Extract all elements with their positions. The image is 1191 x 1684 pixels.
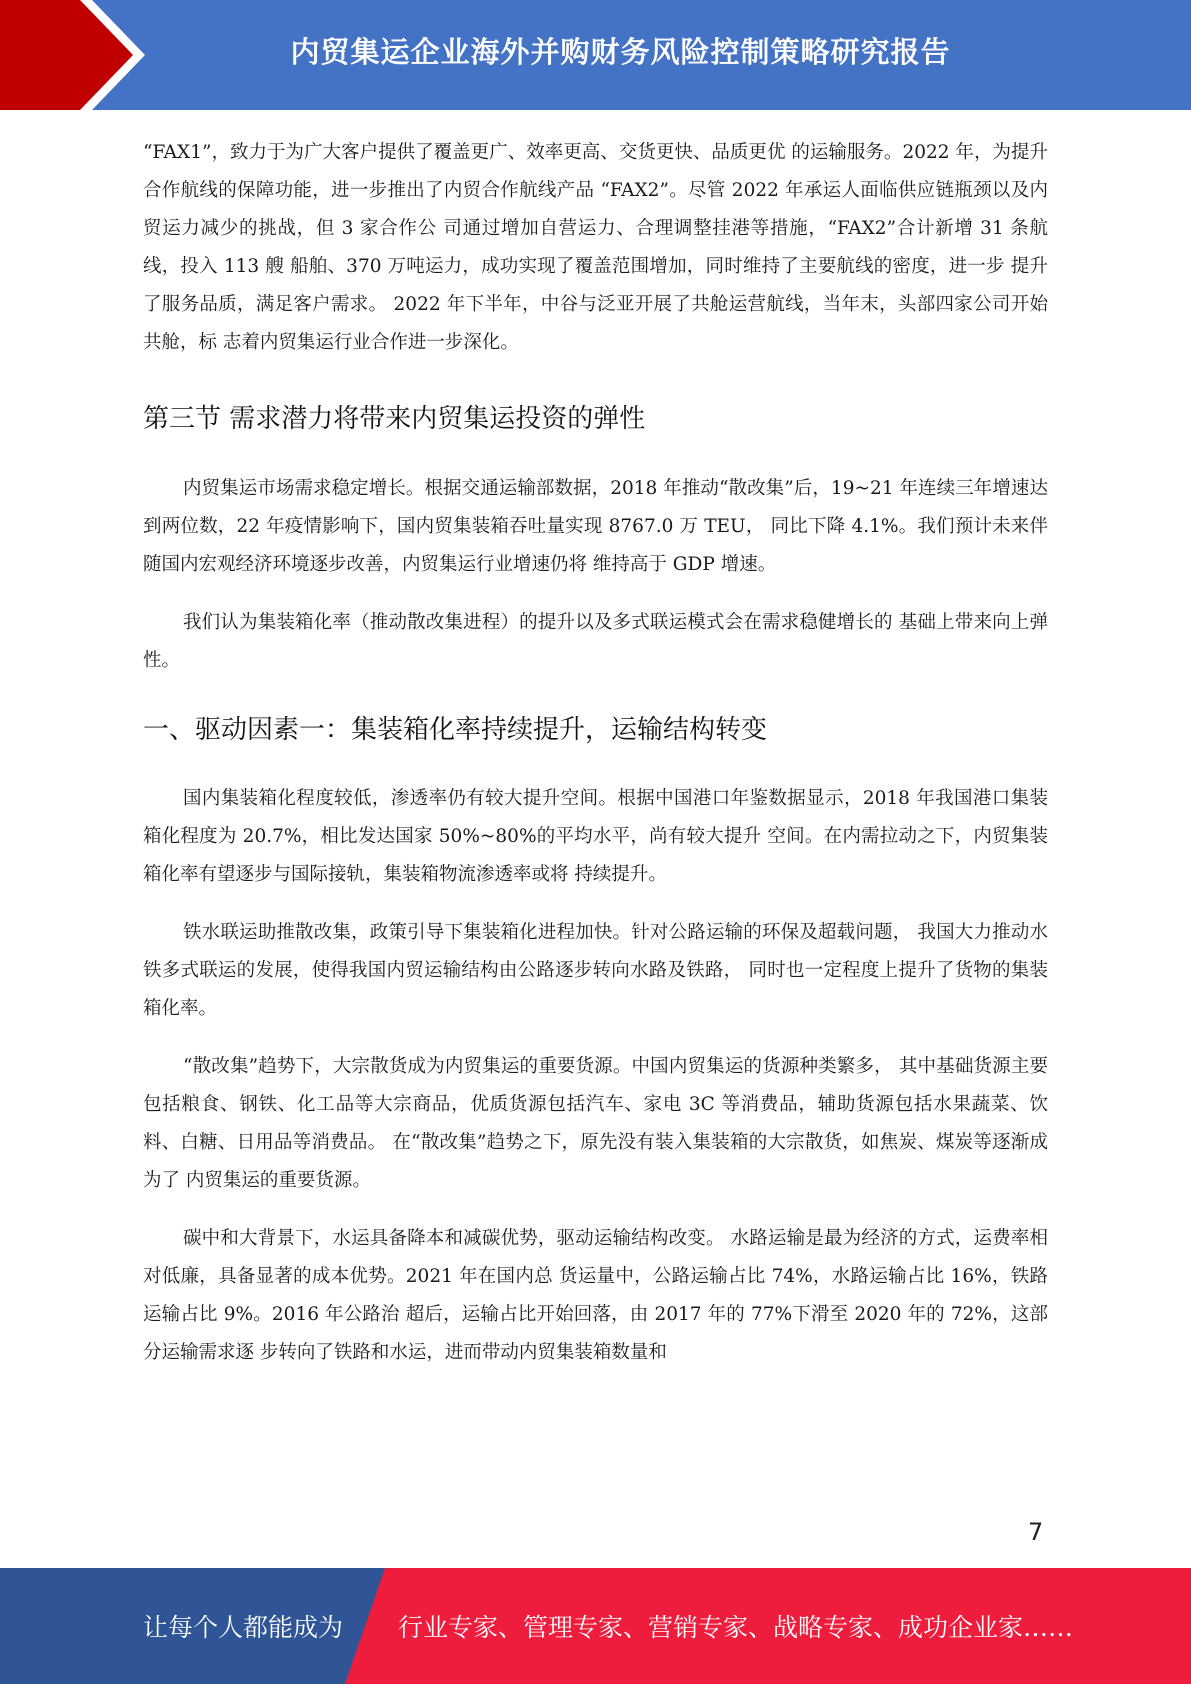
paragraph-fax-routes: “FAX1”，致力于为广大客户提供了覆盖更广、效率更高、交货更快、品质更优 的运输服务。2022 年，为提升合作航线的保障功能，进一步推出了内贸合作航线产品 “FAX2”。尽管 2022 年承运人面临供应链瓶颈以及内贸运力减少的挑战，但 3 家合作公 司通过增加自营运力、合理调整挂港等措施，“FAX2”合计新增 31 条航线，投入 113 艘 船舶、370 万吨运力，成功实现了覆盖范围增加，同时维持了主要航线的密度，进一步 提升了服务品质，满足客户需求。 2022 年下半年，中谷与泛亚开展了共舱运营航线，当年末，头部四家公司开始共舱，标 志着内贸集运行业合作进一步深化。 — [143, 142, 1048, 353]
subsection-heading: 一、驱动因素一：集装箱化率持续提升，运输结构转变 — [143, 715, 768, 745]
paragraph-containerization: 国内集装箱化程度较低，渗透率仍有较大提升空间。根据中国港口年鉴数据显示，2018 年我国港口集装箱化程度为 20.7%，相比发达国家 50%~80%的平均水平，尚有较大提升 空间。在内需拉动之下，内贸集装箱化率有望逐步与国际接轨，集装箱物流渗透率或将 持续提升。 — [143, 788, 1048, 885]
header-arrow-decoration — [0, 0, 160, 110]
page-footer — [0, 1568, 1191, 1684]
paragraph-carbon-neutral: 碳中和大背景下，水运具备降本和减碳优势，驱动运输结构改变。 水路运输是最为经济的方式，运费率相对低廉，具备显著的成本优势。2021 年在国内总 货运量中，公路运输占比 74%，水路运输占比 16%，铁路运输占比 9%。2016 年公路治 超后，运输占比开始回落，由 2017 年的 77%下滑至 2020 年的 72%，这部分运输需求逐 步转向了铁路和水运，进而带动内贸集装箱数量和 — [143, 1228, 1048, 1363]
report-title: 内贸集运企业海外并购财务风险控制策略研究报告 — [290, 34, 951, 69]
page-content — [143, 134, 1048, 1372]
section-heading: 第三节 需求潜力将带来内贸集运投资的弹性 — [143, 404, 646, 434]
page-header — [0, 0, 1191, 110]
paragraph-bulk-cargo: “散改集”趋势下，大宗散货成为内贸集运的重要货源。中国内贸集运的货源种类繁多， 其中基础货源主要包括粮食、钢铁、化工品等大宗商品，优质货源包括汽车、家电 3C 等消费品，辅助货源包括水果蔬菜、饮料、白糖、日用品等消费品。 在“散改集”趋势之下，原先没有装入集装箱的大宗散货，如焦炭、煤炭等逐渐成为了 内贸集运的重要货源。 — [143, 1056, 1048, 1191]
footer-slogan-right: 行业专家、管理专家、营销专家、战略专家、成功企业家…… — [398, 1613, 1074, 1642]
footer-slogan-left: 让每个人都能成为 — [143, 1613, 344, 1642]
page-number: 7 — [1028, 1518, 1044, 1546]
paragraph-container-rate: 我们认为集装箱化率（推动散改集进程）的提升以及多式联运模式会在需求稳健增长的 基础上带来向上弹性。 — [143, 612, 1048, 671]
paragraph-demand-growth: 内贸集运市场需求稳定增长。根据交通运输部数据，2018 年推动“散改集”后，19~21 年连续三年增速达到两位数，22 年疫情影响下，国内贸集装箱吞吐量实现 8767.0 万 TEU， 同比下降 4.1%。我们预计未来伴随国内宏观经济环境逐步改善，内贸集运行业增速仍将 维持高于 GDP 增速。 — [143, 478, 1048, 575]
paragraph-rail-water: 铁水联运助推散改集，政策引导下集装箱化进程加快。针对公路运输的环保及超载问题， 我国大力推动水铁多式联运的发展，使得我国内贸运输结构由公路逐步转向水路及铁路， 同时也一定程度上提升了货物的集装箱化率。 — [143, 922, 1048, 1019]
